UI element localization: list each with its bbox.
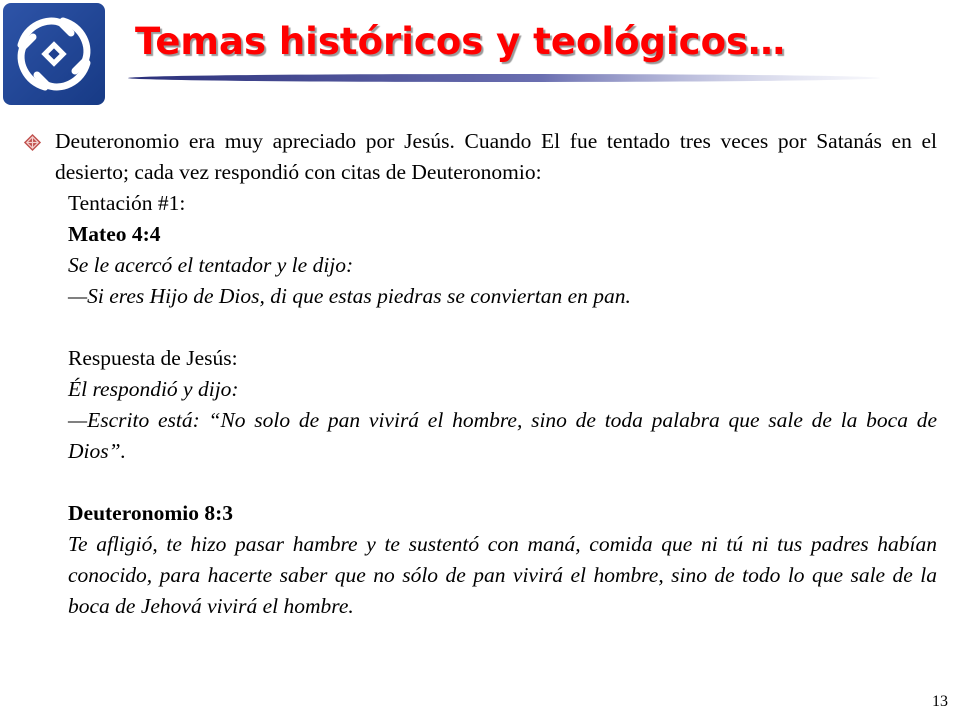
intro-paragraph: Deuteronomio era muy apreciado por Jesús. Cuando El fue tentado tres veces por Satanás en el desierto; cada vez respondió con citas de Deuteronomio:	[55, 129, 937, 184]
verse-1-line-2: —Si eres Hijo de Dios, di que estas piedras se conviertan en pan.	[68, 284, 631, 308]
quotes-block	[55, 188, 937, 622]
verse-2-line-1: Él respondió y dijo:	[68, 377, 239, 401]
interlocking-hands-logo-icon	[3, 3, 105, 105]
title-underline	[128, 73, 880, 83]
temptation-label: Tentación #1:	[68, 191, 186, 215]
reference-mateo: Mateo 4:4	[68, 222, 161, 246]
spacer	[68, 467, 937, 498]
response-label: Respuesta de Jesús:	[68, 346, 238, 370]
verse-2-line-2: —Escrito está: “No solo de pan vivirá el hombre, sino de toda palabra que sale de la boca de Dios”.	[68, 408, 937, 463]
slide-title: Temas históricos y teológicos…	[135, 20, 786, 63]
slide-body	[55, 126, 937, 622]
verse-3: Te afligió, te hizo pasar hambre y te sustentó con maná, comida que ni tú ni tus padres habían conocido, para hacerte saber que no sólo de pan vivirá el hombre, sino de todo lo que sale de la boca de Jehová vivirá el hombre.	[68, 532, 937, 618]
spacer	[68, 312, 937, 343]
diamond-bullet-icon	[23, 133, 42, 152]
verse-1-line-1: Se le acercó el tentador y le dijo:	[68, 253, 354, 277]
reference-deuteronomio: Deuteronomio 8:3	[68, 501, 234, 525]
page-number: 13	[932, 693, 948, 710]
